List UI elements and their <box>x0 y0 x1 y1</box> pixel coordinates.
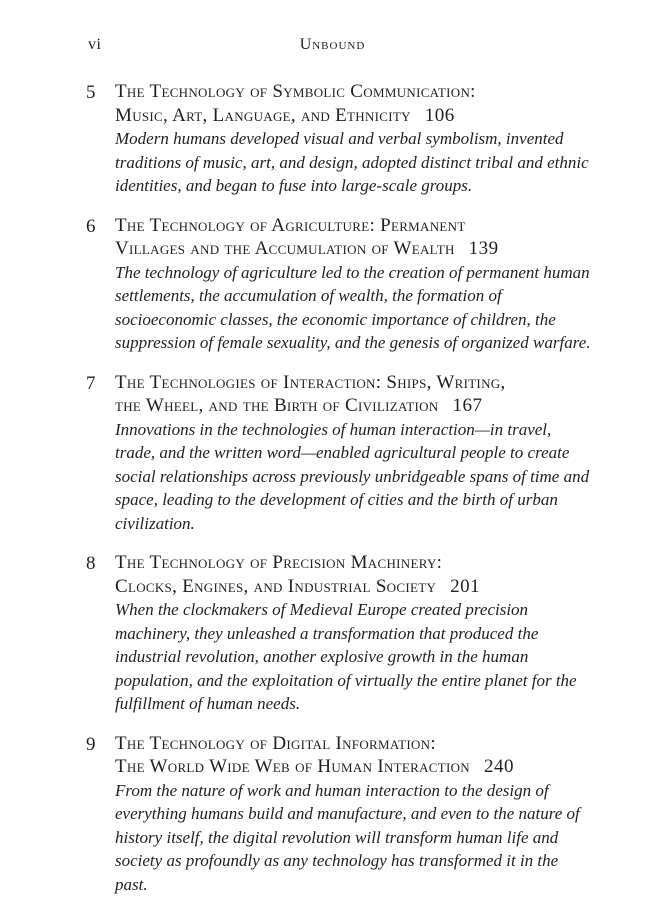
toc-entry-body <box>115 214 595 355</box>
chapter-number: 7 <box>86 372 96 394</box>
chapter-page: 201 <box>450 575 481 597</box>
chapter-title-line-2: Music, Art, Language, and Ethnicity <box>115 104 411 126</box>
toc-entry <box>0 371 665 536</box>
chapter-summary: Modern humans developed visual and verbal symbolism, invented traditions of music, art, and design, adopted distinct tribal and ethnic identities, and began to fuse into large-scale groups. <box>115 129 589 195</box>
chapter-title-line-1: The Technology of Precision Machinery: <box>115 552 443 573</box>
chapter-summary: When the clockmakers of Medieval Europe created precision machinery, they unleashed a transformation that produced the industrial revolution, another explosive growth in the human population, and the exploitation of virtually the entire planet for the fulfillment of human needs. <box>115 600 577 713</box>
chapter-title-line-2: Villages and the Accumulation of Wealth <box>115 238 455 259</box>
chapter-page: 106 <box>424 104 455 126</box>
chapter-title <box>115 732 595 779</box>
page-number: vi <box>88 36 102 53</box>
toc-entry-body <box>115 371 595 536</box>
chapter-title-line-2: the Wheel, and the Birth of Civilization <box>115 395 439 416</box>
toc-entry <box>0 214 665 355</box>
toc-entry <box>0 80 665 198</box>
toc-entry-body <box>115 80 595 198</box>
chapter-page: 139 <box>468 238 499 259</box>
table-of-contents <box>0 80 665 912</box>
chapter-title-line-2: Clocks, Engines, and Industrial Society <box>115 575 437 597</box>
chapter-title-line-1: The Technology of Symbolic Communication: <box>115 81 476 102</box>
chapter-page: 167 <box>452 395 483 416</box>
chapter-title-line-1: The Technology of Digital Information: <box>115 732 436 754</box>
chapter-number: 8 <box>86 553 96 574</box>
chapter-number: 9 <box>86 733 96 755</box>
chapter-number: 5 <box>86 82 96 103</box>
toc-entry <box>0 551 665 716</box>
chapter-title <box>115 371 595 418</box>
chapter-title <box>115 80 595 127</box>
chapter-title <box>115 551 595 598</box>
toc-entry <box>0 732 665 897</box>
chapter-page: 240 <box>484 756 514 777</box>
toc-entry-body <box>115 551 595 716</box>
running-head <box>0 36 665 56</box>
chapter-summary: Innovations in the technologies of human interaction—in travel, trade, and the written word—enabled agricultural people to create social relationships across previously unbridgeable spans of time and space, leading to the development of cities and the birth of urban civilization. <box>115 419 590 533</box>
toc-entry-body <box>115 732 595 897</box>
running-title: Unbound <box>299 36 366 53</box>
chapter-title-line-2: The World Wide Web of Human Interaction <box>115 756 470 777</box>
chapter-number: 6 <box>86 215 96 237</box>
chapter-summary: The technology of agriculture led to the creation of permanent human settlements, the accumulation of wealth, the formation of socioeconomic classes, the economic importance of children, the suppression of female sexuality, and the genesis of organized warfare. <box>115 262 591 352</box>
chapter-title-line-1: The Technologies of Interaction: Ships, Writing, <box>115 371 506 393</box>
chapter-title-line-1: The Technology of Agriculture: Permanent <box>115 214 466 236</box>
chapter-title <box>115 214 595 261</box>
chapter-summary: From the nature of work and human interaction to the design of everything humans build and manufacture, and even to the nature of history itself, the digital revolution will transform human life and society as profoundly as any technology has transformed it in the past. <box>115 780 580 894</box>
